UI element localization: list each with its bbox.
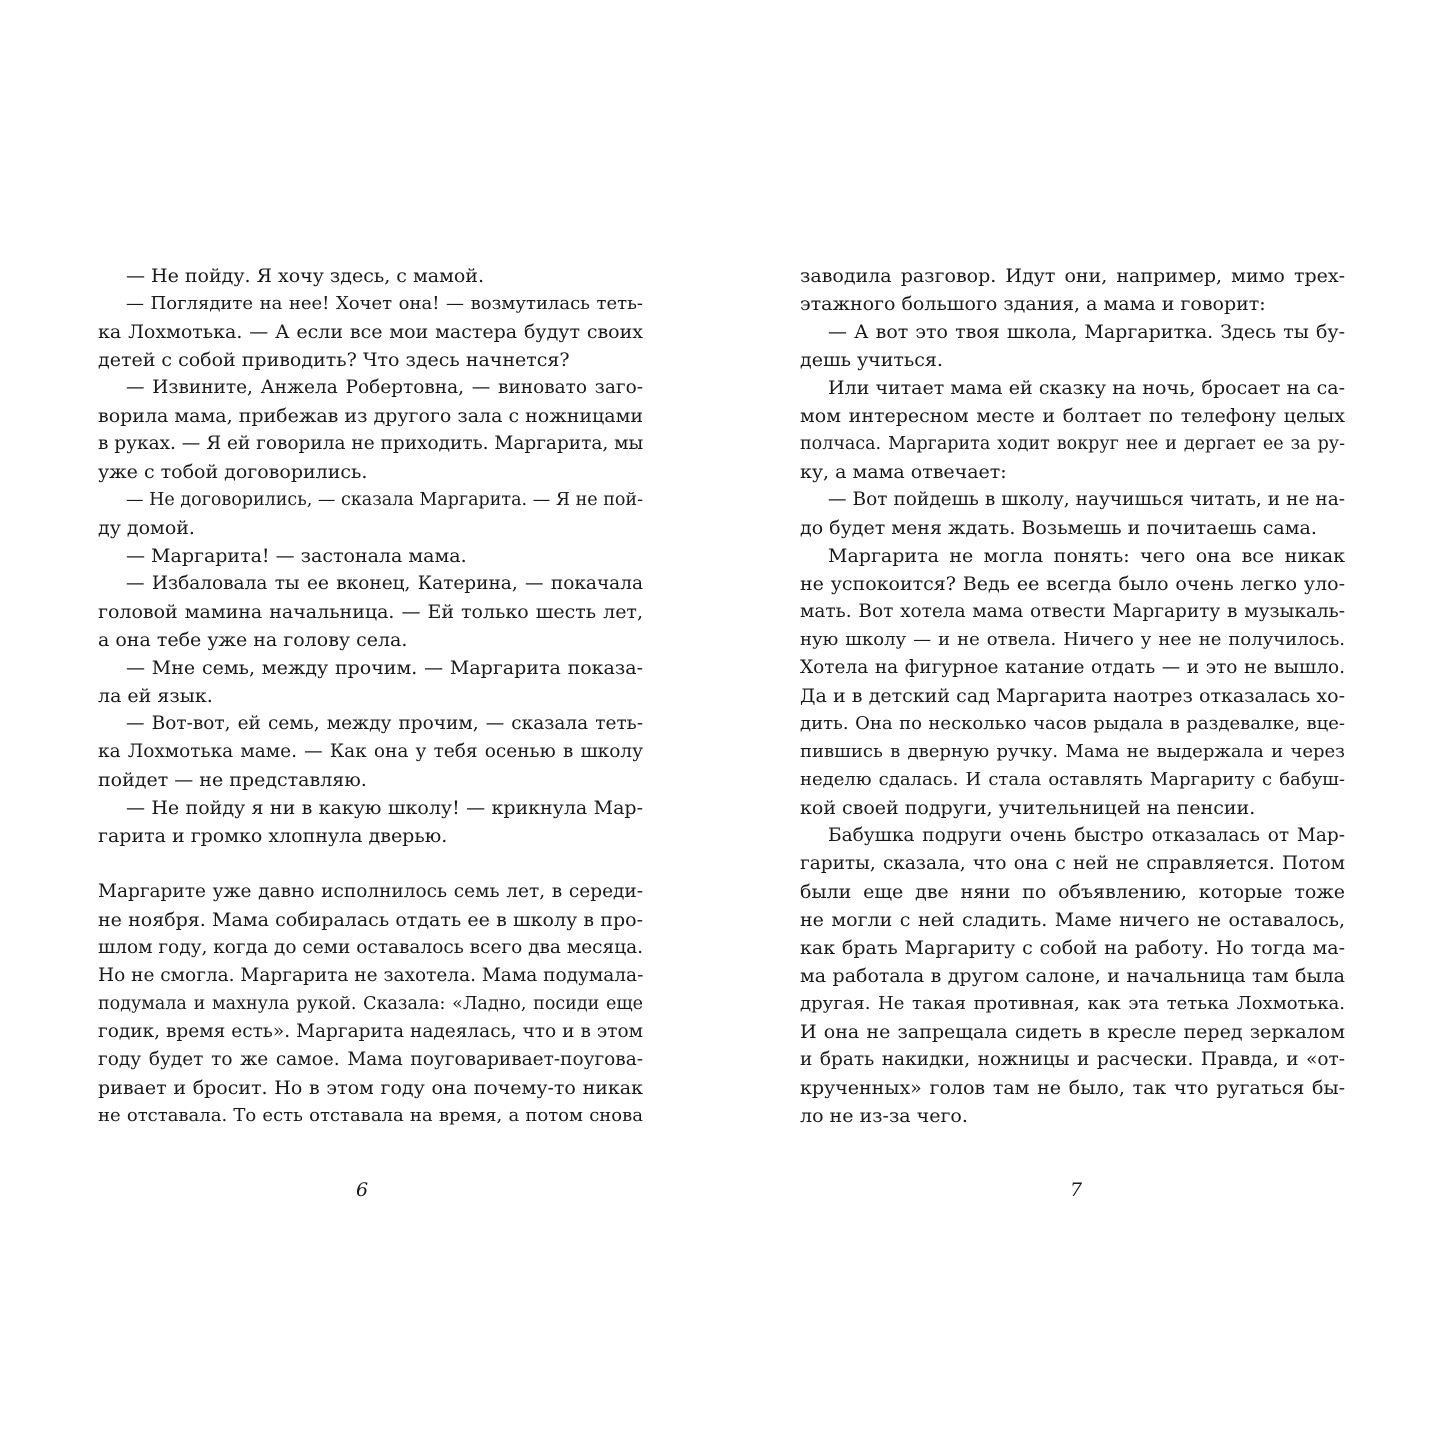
text-line: мом интересном месте и болтает по телефону целых — [800, 405, 1345, 427]
text-line: Хотела на фигурное катание отдать — и это не вышло. — [800, 657, 1345, 678]
text-line: заводила разговор. Идут они, например, мимо трех- — [800, 265, 1345, 287]
text-line: пившись в дверную ручку. Мама не выдержала и через — [800, 741, 1345, 762]
text-line: а она тебе уже на голову села. — [98, 629, 408, 651]
text-line: — Вот пойдешь в школу, научишься читать, и не на- — [828, 489, 1345, 510]
text-line: ла ей язык. — [98, 685, 213, 707]
text-line: детей с собой приводить? Что здесь начнется? — [98, 349, 570, 371]
text-line: ло не из-за чего. — [800, 1105, 968, 1127]
text-line: не ноября. Мама собиралась отдать ее в школу в про- — [98, 909, 643, 931]
left-page — [98, 262, 643, 1130]
text-line: ривает и бросит. Но в этом году она почему-то никак — [98, 1077, 643, 1099]
text-line: И она не запрещала сидеть в кресле перед зеркалом — [800, 1021, 1345, 1043]
text-line: — Маргарита! — застонала мама. — [126, 545, 467, 567]
text-line: подумала и махнула рукой. Сказала: «Ладно, посиди еще — [98, 994, 643, 1014]
text-line: — Вот-вот, ей семь, между прочим, — сказала теть- — [126, 713, 643, 734]
text-line: и брать накидки, ножницы и расчески. Правда, и «от- — [800, 1049, 1345, 1070]
text-line: ворила мама, прибежав из другого зала с ножницами — [98, 405, 643, 427]
text-line: не отставала. То есть отставала на время, а потом снова — [98, 1105, 643, 1126]
text-line: шлом году, когда до семи оставалось всего два месяца. — [98, 937, 643, 958]
text-line: гариты, сказала, что она с ней не справляется. Потом — [800, 853, 1345, 874]
text-line: — Избаловала ты ее вконец, Катерина, — покачала — [126, 573, 643, 594]
text-line: другая. Не такая противная, как эта тетька Лохмотька. — [800, 993, 1345, 1014]
text-line: Да и в детский сад Маргарита наотрез отказалась хо- — [800, 685, 1345, 707]
text-line: не успокоится? Ведь ее всегда было очень легко уло- — [800, 573, 1345, 595]
text-line: дешь учиться. — [800, 349, 943, 371]
text-line: Или читает мама ей сказку на ночь, бросает на са- — [828, 377, 1345, 399]
text-line: ка Лохмотька маме. — Как она у тебя осенью в школу — [98, 741, 643, 762]
text-line: мать. Вот хотела мама отвести Маргариту в музыкаль- — [800, 601, 1345, 622]
text-line: ма работала в другом салоне, и начальница там была — [800, 965, 1345, 987]
text-line: году будет то же самое. Мама поуговаривает-поугова- — [98, 1049, 643, 1070]
text-line: в руках. — Я ей говорила не приходить. Маргарита, мы — [98, 433, 643, 454]
text-line: не могли с ней сладить. Маме ничего не оставалось, — [800, 909, 1345, 931]
text-line: Но не смогла. Маргарита не захотела. Мама подумала- — [98, 965, 643, 986]
section-break — [98, 850, 643, 878]
text-line: — А вот это твоя школа, Маргаритка. Здесь ты бу- — [828, 321, 1345, 343]
text-line: уже с тобой договорились. — [98, 461, 368, 483]
text-line: гарита и громко хлопнула дверью. — [98, 825, 448, 847]
text-line: неделю сдалась. И стала оставлять Маргариту с бабуш- — [800, 769, 1345, 790]
text-line: — Не пойду я ни в какую школу! — крикнула Мар- — [126, 797, 643, 819]
text-line: полчаса. Маргарита ходит вокруг нее и дергает ее за ру- — [800, 434, 1345, 454]
right-page — [800, 262, 1345, 1130]
text-line: дить. Она по несколько часов рыдала в раздевалке, вце- — [800, 713, 1345, 734]
text-line: головой мамина начальница. — Ей только шесть лет, — [98, 601, 643, 623]
page-number-left: 6 — [355, 1179, 369, 1201]
text-line: до будет меня ждать. Возьмешь и почитаешь сама. — [800, 517, 1317, 539]
text-line: ную школу — и не отвела. Ничего у нее не получилось. — [800, 629, 1345, 650]
text-line: как брать Маргариту с собой на работу. Но тогда ма- — [800, 937, 1345, 959]
text-line: крученных» голов там не было, так что ругаться бы- — [800, 1077, 1345, 1099]
text-line: — Извините, Анжела Робертовна, — виновато заго- — [126, 377, 643, 398]
text-line: кой своей подруги, учительницей на пенсии. — [800, 797, 1256, 819]
text-line: — Мне семь, между прочим. — Маргарита показа- — [126, 657, 643, 679]
text-line: годик, время есть». Маргарита надеялась, что и в этом — [98, 1021, 643, 1042]
page-number-right: 7 — [1069, 1179, 1083, 1201]
text-line: — Поглядите на нее! Хочет она! — возмутилась теть- — [126, 293, 643, 314]
text-line: — Не договорились, — сказала Маргарита. — Я не пой- — [126, 490, 643, 510]
text-line: ку, а мама отвечает: — [800, 461, 1007, 483]
text-line: пойдет — не представляю. — [98, 769, 367, 791]
text-line: Маргарите уже давно исполнилось семь лет, в середи- — [98, 881, 643, 902]
text-line: — Не пойду. Я хочу здесь, с мамой. — [126, 265, 485, 287]
text-line: ду домой. — [98, 517, 195, 539]
text-line: Бабушка подруги очень быстро отказалась от Мар- — [828, 825, 1345, 846]
text-line: этажного большого здания, а мама и говорит: — [800, 293, 1266, 315]
text-line: ка Лохмотька. — А если все мои мастера будут своих — [98, 321, 643, 343]
text-line: были еще две няни по объявлению, которые тоже — [800, 881, 1345, 903]
text-line: Маргарита не могла понять: чего она все никак — [828, 545, 1345, 567]
